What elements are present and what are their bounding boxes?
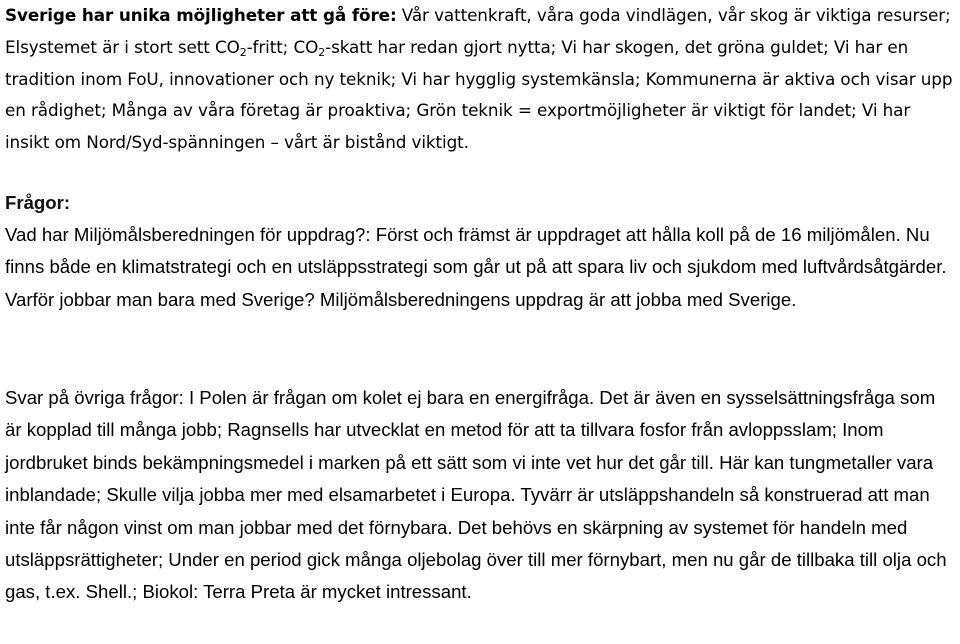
intro-text-part2: -fritt; CO [246, 36, 319, 57]
answers-paragraph: Svar på övriga frågor: I Polen är frågan om kolet ej bara en energifråga. Det är även en sysselsättningsfråga som är kopplad till många jobb; Ragnsells har utvecklat en metod för att ta tillvara fosfor från avloppsslam; Inom jordbruket binds bekämpningsmedel i marken på ett sätt som vi inte vet hur det går till. Här kan tungmetaller vara inblandade; Skulle vilja jobba mer med elsamarbetet i Europa. Tyvärr är utsläppshandeln så konstruerad att man inte får någon vinst om man jobbar med det förnybara. Det behövs en skärpning av systemet för handeln med utsläppsrättigheter; Under en period gick många oljebolag över till mer förnybart, men nu går de tillbaka till olja och gas, t.ex. Shell.; Biokol: Terra Preta är mycket intressant. [5, 387, 947, 603]
questions-heading: Frågor: [5, 192, 71, 213]
intro-text-part3: -skatt har redan gjort nytta; Vi har skogen, det gröna guldet; Vi har en tradition inom FoU, innovationer och ny teknik; Vi har hygglig systemkänsla; Kommunerna är aktiva och visar upp en rådighet; Många av våra företag är proaktiva; Grön teknik = exportmöjligheter är viktigt för landet; Vi har insikt om Nord/Syd-spänningen – vårt är bistånd viktigt. [5, 36, 953, 153]
co2-subscript-2: 2 [318, 45, 326, 59]
intro-text-part1: Vår vattenkraft, våra goda vindlägen, vår skog är viktiga resurser; Elsystemet är i stort sett CO [5, 5, 951, 57]
questions-paragraph: Vad har Miljömålsberedningen för uppdrag?: Först och främst är uppdraget att hålla koll på de 16 miljömålen. Nu finns både en klimatstrategi och en utsläppsstrategi som går ut på att spara liv och sjukdom med luftvårdsåtgärder. Varför jobbar man bara med Sverige? Miljömålsberedningens uppdrag är att jobba med Sverige. [5, 224, 947, 310]
document-page [5, 0, 955, 603]
intro-lead: Sverige har unika möjligheter att gå före: [5, 5, 397, 25]
co2-subscript-1: 2 [239, 45, 247, 59]
intro-paragraph [5, 0, 955, 159]
